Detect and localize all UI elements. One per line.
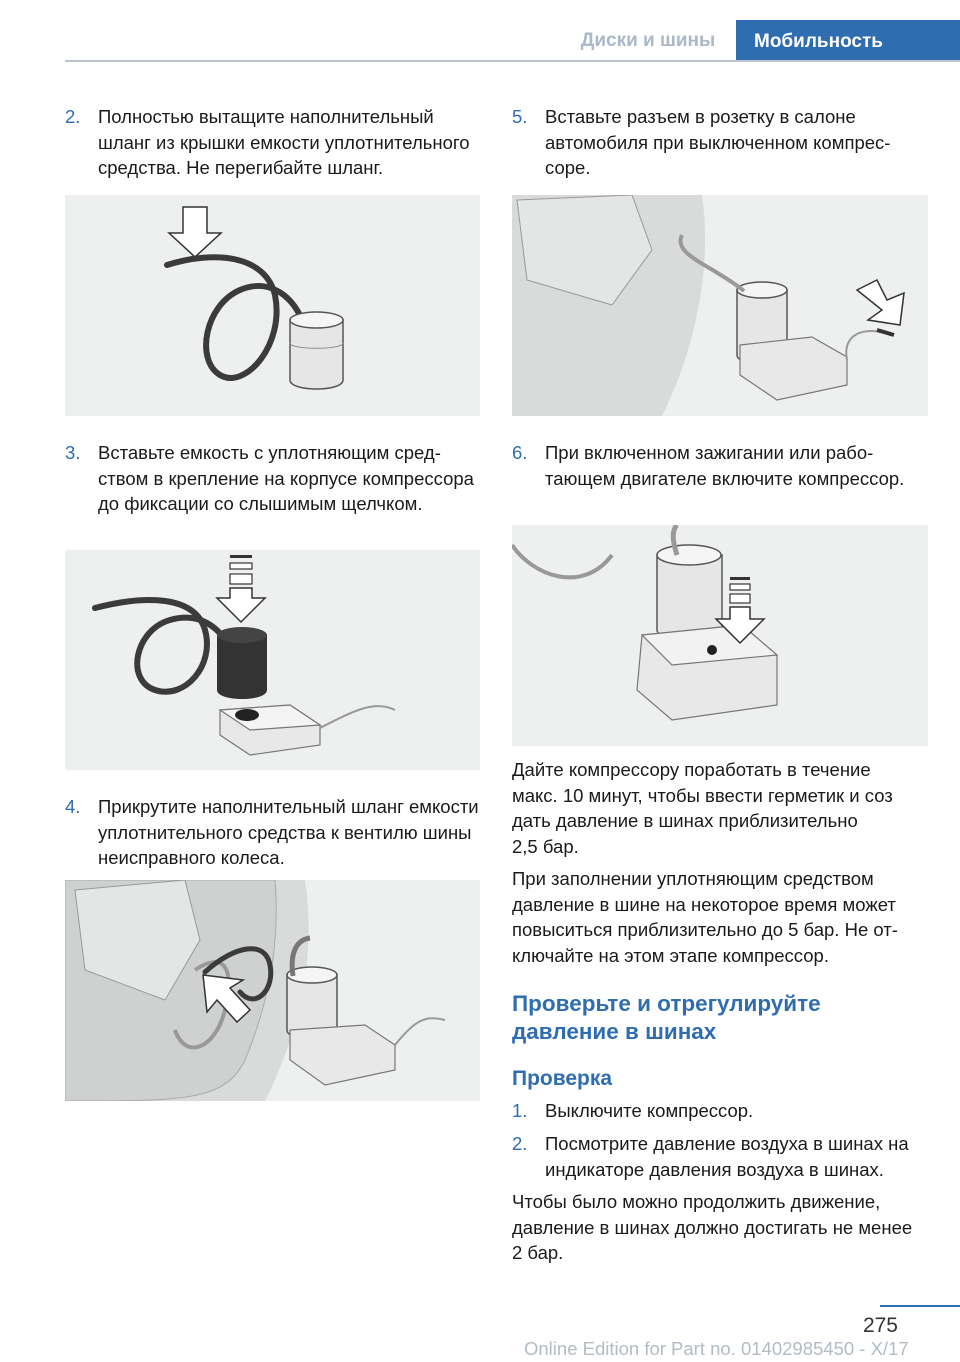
figure-valve-container [65, 880, 480, 1101]
figure-socket-container [512, 195, 928, 416]
paragraph-line: 2,5 бар. [512, 835, 579, 857]
paragraph-pressure-note: При заполнении уплотняющим средством давление в шине на некоторое время может повыситься приблизительно до 5 бар. Не отключайте на этом этапе компрессор. [512, 868, 898, 966]
compressor-body [740, 337, 847, 400]
figure-hose-container [65, 195, 480, 416]
step-number: 5. [512, 106, 528, 127]
wheel-illustration [512, 195, 928, 416]
section-heading: Проверьте и отрегулируйте давление в шинах [512, 991, 821, 1044]
step-number: 6. [512, 442, 528, 463]
step-text: Вставьте емкость с уплотняющим средством в крепление на корпусе компрессора до фиксации со слышимым щелчком. [98, 442, 474, 514]
compressor-body [637, 625, 777, 720]
step-text: Полностью вытащите наполнительный шланг из крышки емкости уплотнительного средства. Не перегибайте шланг. [98, 106, 470, 178]
paragraph-line: Дайте компрессору поработать в течение [512, 759, 871, 780]
down-arrow-icon [169, 207, 221, 257]
paragraph-line: макс. 10 минут, чтобы ввести герметик и соз [512, 784, 893, 806]
paragraph-continue-driving: Чтобы было можно продолжить движение, давление в шинах должно достигать не менее 2 бар. [512, 1191, 913, 1263]
step-number: 2. [512, 1133, 528, 1154]
subsection-heading: Проверка [512, 1067, 613, 1090]
compressor-body [220, 705, 320, 755]
header-chapter-title: Мобильность [736, 20, 960, 62]
step-number: 3. [65, 442, 81, 463]
step-text: Посмотрите давление воздуха в шинах на индикаторе давления воздуха в шинах. [545, 1133, 909, 1180]
paragraph-line: дать давление в шинах приблизительно [512, 810, 858, 831]
hose-illustration [65, 195, 480, 416]
step-number: 4. [65, 796, 81, 817]
compressor-illustration [512, 525, 928, 746]
push-arrow-icon [857, 280, 904, 325]
header-section-title: Диски и шины [580, 30, 716, 51]
paragraph-run-compressor [512, 757, 932, 859]
step-number: 1. [512, 1100, 528, 1121]
step-text: Вставьте разъем в розетку в салоне автомобиля при выключенном компрессоре. [545, 106, 891, 178]
sealant-bottle [217, 627, 267, 699]
compressor-body [290, 1025, 395, 1085]
page-number: 275 [862, 1314, 898, 1337]
sealant-bottle [287, 938, 337, 1039]
sealant-bottle [290, 312, 343, 389]
step-number: 2. [65, 106, 81, 127]
down-arrow-icon [217, 555, 265, 622]
step-text: Прикрутите наполнительный шланг емкости уплотнительного средства к вентилю шины неисправного колеса. [98, 796, 479, 868]
figure-switch-container [512, 525, 928, 746]
footer-divider [880, 1305, 960, 1307]
edition-footer: Online Edition for Part no. 01402985450 - X/17 [524, 1338, 909, 1359]
step-text: При включенном зажигании или работающем двигателе включите компрессор. [545, 442, 905, 489]
step-text: Выключите компрессор. [545, 1100, 754, 1121]
sealant-bottle [657, 525, 722, 640]
compressor-illustration [65, 550, 480, 770]
figure-insert-container [65, 550, 480, 770]
header-divider [65, 60, 960, 62]
wheel-illustration [65, 880, 480, 1101]
